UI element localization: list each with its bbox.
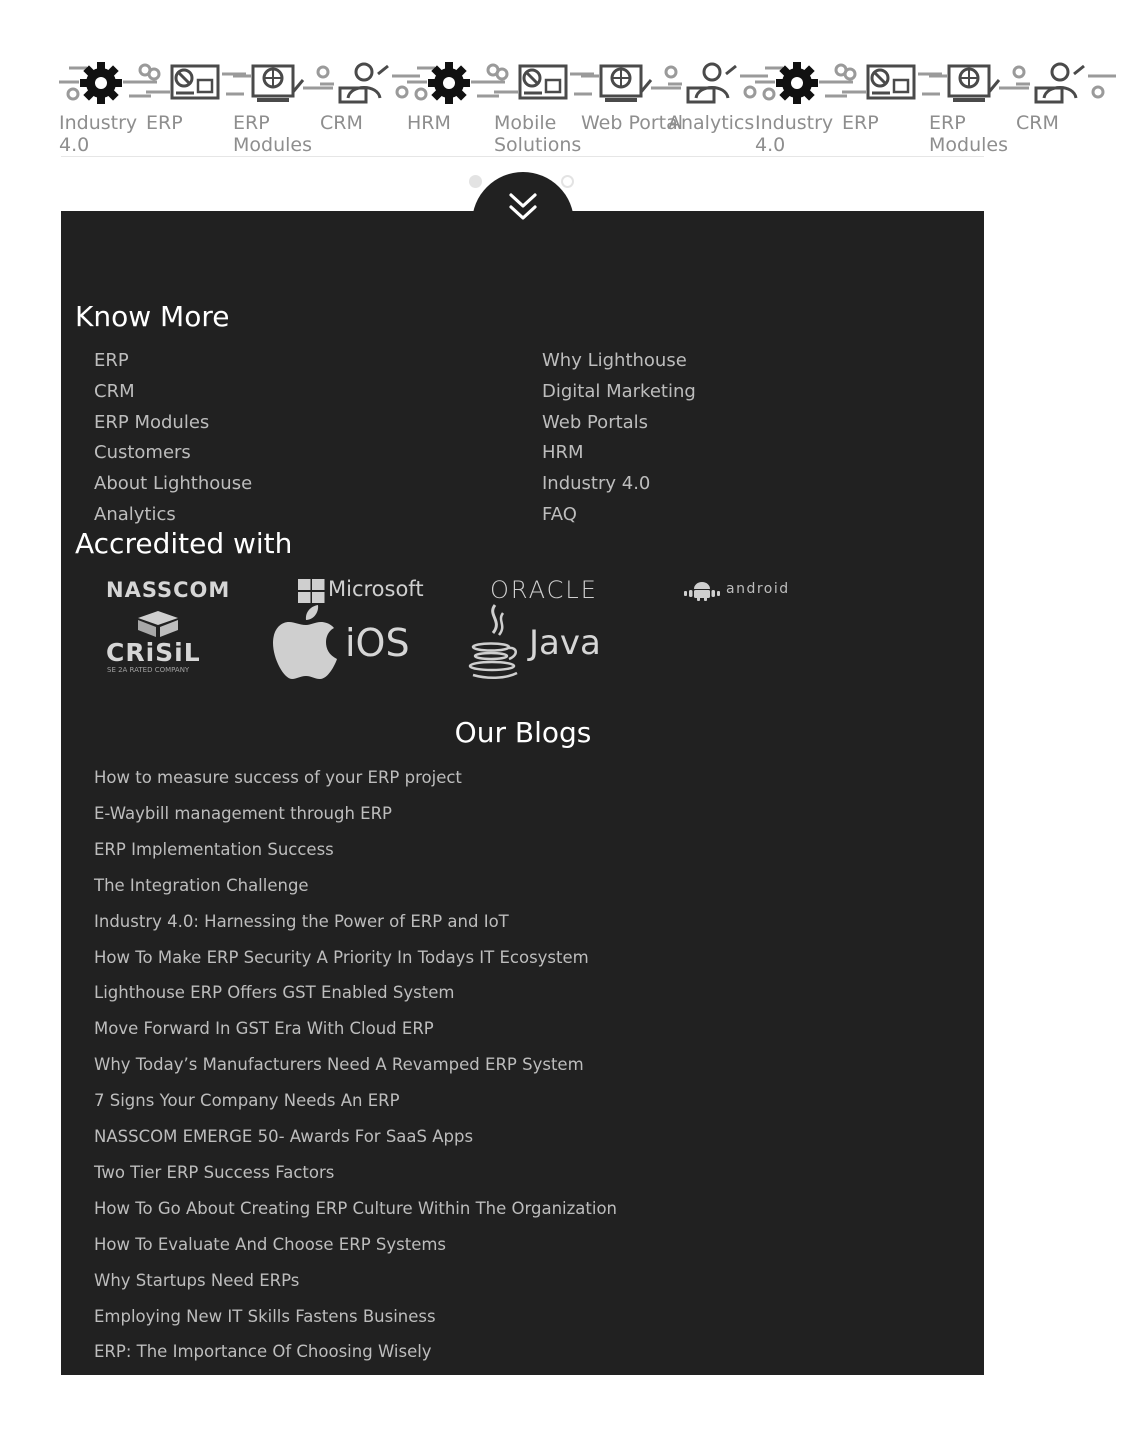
carousel-divider <box>61 156 984 157</box>
carousel-item-label: CRM <box>320 112 363 134</box>
carousel-item[interactable] <box>842 58 930 158</box>
blog-link[interactable]: 7 Signs Your Company Needs An ERP <box>94 1091 400 1111</box>
footer-link[interactable]: HRM <box>542 442 584 464</box>
footer-link[interactable]: ERP <box>94 350 129 371</box>
chart-icon <box>929 62 1029 104</box>
footer-link[interactable]: CRM <box>94 380 135 402</box>
carousel-item-label: ERP Modules <box>233 112 312 156</box>
java-cup-icon <box>465 603 525 679</box>
know-more-title: Know More <box>75 300 230 333</box>
nasscom-logo: NASSCOM <box>106 578 231 602</box>
carousel-item[interactable] <box>320 58 408 158</box>
blog-link[interactable]: Move Forward In GST Era With Cloud ERP <box>94 1019 434 1039</box>
crisil-cube-icon <box>136 611 180 637</box>
carousel-item-label: Web Portal <box>581 112 684 134</box>
carousel-item-label: Mobile Solutions <box>494 112 582 156</box>
carousel-item-label: Analytics <box>668 112 755 134</box>
carousel-dot[interactable] <box>469 175 482 188</box>
gear-icon <box>59 62 159 104</box>
carousel-item[interactable] <box>494 58 582 158</box>
carousel-item-label: ERP <box>842 112 879 134</box>
blog-link[interactable]: Why Today’s Manufacturers Need A Revamped ERP System <box>94 1055 584 1075</box>
blog-link[interactable]: Employing New IT Skills Fastens Business <box>94 1306 436 1326</box>
carousel-track <box>59 58 1059 158</box>
dashboard-icon <box>146 62 246 104</box>
blog-link[interactable]: NASSCOM EMERGE 50- Awards For SaaS Apps <box>94 1127 474 1146</box>
dashboard-icon <box>842 62 942 104</box>
chart-icon <box>581 62 681 104</box>
blog-link[interactable]: ERP: The Importance Of Choosing Wisely <box>94 1342 432 1362</box>
service-carousel[interactable] <box>59 58 1059 158</box>
blogs-title: Our Blogs <box>454 716 592 749</box>
double-chevron-down-icon <box>507 192 539 222</box>
footer-link[interactable]: About Lighthouse <box>94 473 253 495</box>
footer-link[interactable]: Customers <box>94 442 191 464</box>
apple-icon <box>273 603 339 679</box>
footer-link[interactable]: Digital Marketing <box>542 380 696 402</box>
carousel-item-label: Industry 4.0 <box>59 112 138 156</box>
java-logo: Java <box>465 603 605 679</box>
user-laptop-icon <box>1016 62 1116 104</box>
footer-link[interactable]: Industry 4.0 <box>542 473 651 495</box>
carousel-item[interactable] <box>929 58 1017 158</box>
crisil-logo: CRiSiL SE 2A RATED COMPANY <box>106 611 216 675</box>
blog-link[interactable]: How To Make ERP Security A Priority In Todays IT Ecosystem <box>94 947 589 967</box>
user-laptop-icon <box>668 62 768 104</box>
carousel-item-label: ERP Modules <box>929 112 1008 156</box>
carousel-item[interactable] <box>668 58 756 158</box>
carousel-item-label: Industry 4.0 <box>755 112 834 156</box>
blog-link[interactable]: Industry 4.0: Harnessing the Power of ERP and IoT <box>94 911 509 931</box>
footer-link[interactable]: Why Lighthouse <box>542 350 687 371</box>
ios-logo: iOS <box>273 603 413 679</box>
blog-link[interactable]: ERP Implementation Success <box>94 839 334 859</box>
blog-link[interactable]: Two Tier ERP Success Factors <box>94 1162 335 1182</box>
gear-icon <box>755 62 855 104</box>
android-robot-icon <box>684 581 720 601</box>
blog-link[interactable]: How To Evaluate And Choose ERP Systems <box>94 1234 447 1254</box>
carousel-item[interactable] <box>407 58 495 158</box>
carousel-item[interactable] <box>59 58 147 158</box>
footer-link[interactable]: Analytics <box>94 504 176 525</box>
footer-link[interactable]: Web Portals <box>542 411 649 433</box>
carousel-item-label: CRM <box>1016 112 1059 134</box>
footer-link[interactable]: ERP Modules <box>94 411 210 433</box>
carousel-item[interactable] <box>755 58 843 158</box>
user-laptop-icon <box>320 62 420 104</box>
chart-icon <box>233 62 333 104</box>
carousel-item[interactable] <box>1016 58 1104 158</box>
carousel-item-label: ERP <box>146 112 183 134</box>
blog-link[interactable]: Why Startups Need ERPs <box>94 1270 300 1290</box>
carousel-item[interactable] <box>146 58 234 158</box>
carousel-item[interactable] <box>233 58 321 158</box>
carousel-item-label: HRM <box>407 112 451 134</box>
blog-link[interactable]: Lighthouse ERP Offers GST Enabled System <box>94 983 455 1003</box>
footer-link[interactable]: FAQ <box>542 504 577 525</box>
carousel-dot[interactable] <box>561 175 574 188</box>
blog-link[interactable]: How to measure success of your ERP project <box>94 768 462 787</box>
carousel-item[interactable] <box>581 58 684 158</box>
microsoft-windows-icon <box>298 579 325 603</box>
accredited-title: Accredited with <box>75 527 293 560</box>
gear-icon <box>407 62 507 104</box>
blog-link[interactable]: The Integration Challenge <box>94 875 309 895</box>
dashboard-icon <box>494 62 594 104</box>
blog-link[interactable]: How To Go About Creating ERP Culture Within The Organization <box>94 1198 618 1218</box>
blog-link[interactable]: E-Waybill management through ERP <box>94 803 393 823</box>
oracle-logo: ORACLE <box>490 576 598 604</box>
